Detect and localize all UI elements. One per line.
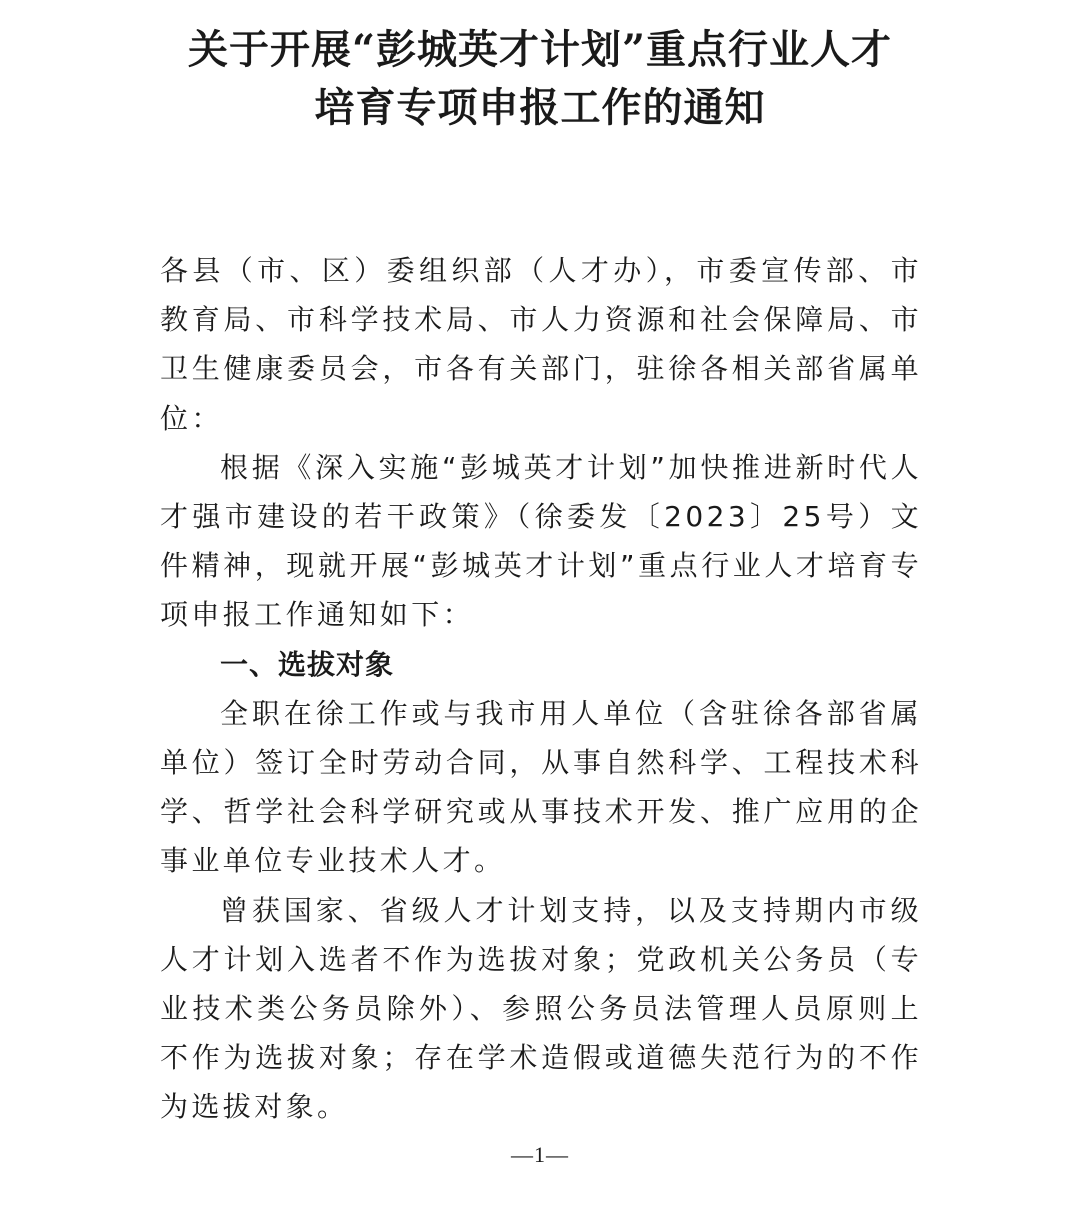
page-number: —1— [511, 1142, 569, 1167]
document-title-line-2: 培育专项申报工作的通知 [314, 84, 766, 131]
salutation-paragraph: 各县（市、区）委组织部（人才办），市委宣传部、市教育局、市科学技术局、市人力资源和社会保障局、市卫生健康委员会，市各有关部门，驻徐各相关部省属单位： [160, 254, 922, 435]
document-title-line-1: 关于开展“彭城英才计划”重点行业人才 [187, 26, 892, 73]
document-body [160, 246, 922, 1132]
section-paragraph-eligibility: 全职在徐工作或与我市用人单位（含驻徐各部省属单位）签订全时劳动合同，从事自然科学、工程技术科学、哲学社会科学研究或从事技术开发、推广应用的企事业单位专业技术人才。 [160, 696, 922, 878]
section-paragraph-exclusions: 曾获国家、省级人才计划支持，以及支持期内市级人才计划入选者不作为选拔对象；党政机关公务员（专业技术类公务员除外）、参照公务员法管理人员原则上不作为选拔对象；存在学术造假或道德失范行为的不作为选拔对象。 [160, 893, 922, 1124]
intro-paragraph: 根据《深入实施“彭城英才计划”加快推进新时代人才强市建设的若干政策》（徐委发〔2023〕25号）文件精神，现就开展“彭城英才计划”重点行业人才培育专项申报工作通知如下： [160, 450, 922, 632]
section-heading-selection-targets: 一、选拔对象 [220, 647, 395, 681]
